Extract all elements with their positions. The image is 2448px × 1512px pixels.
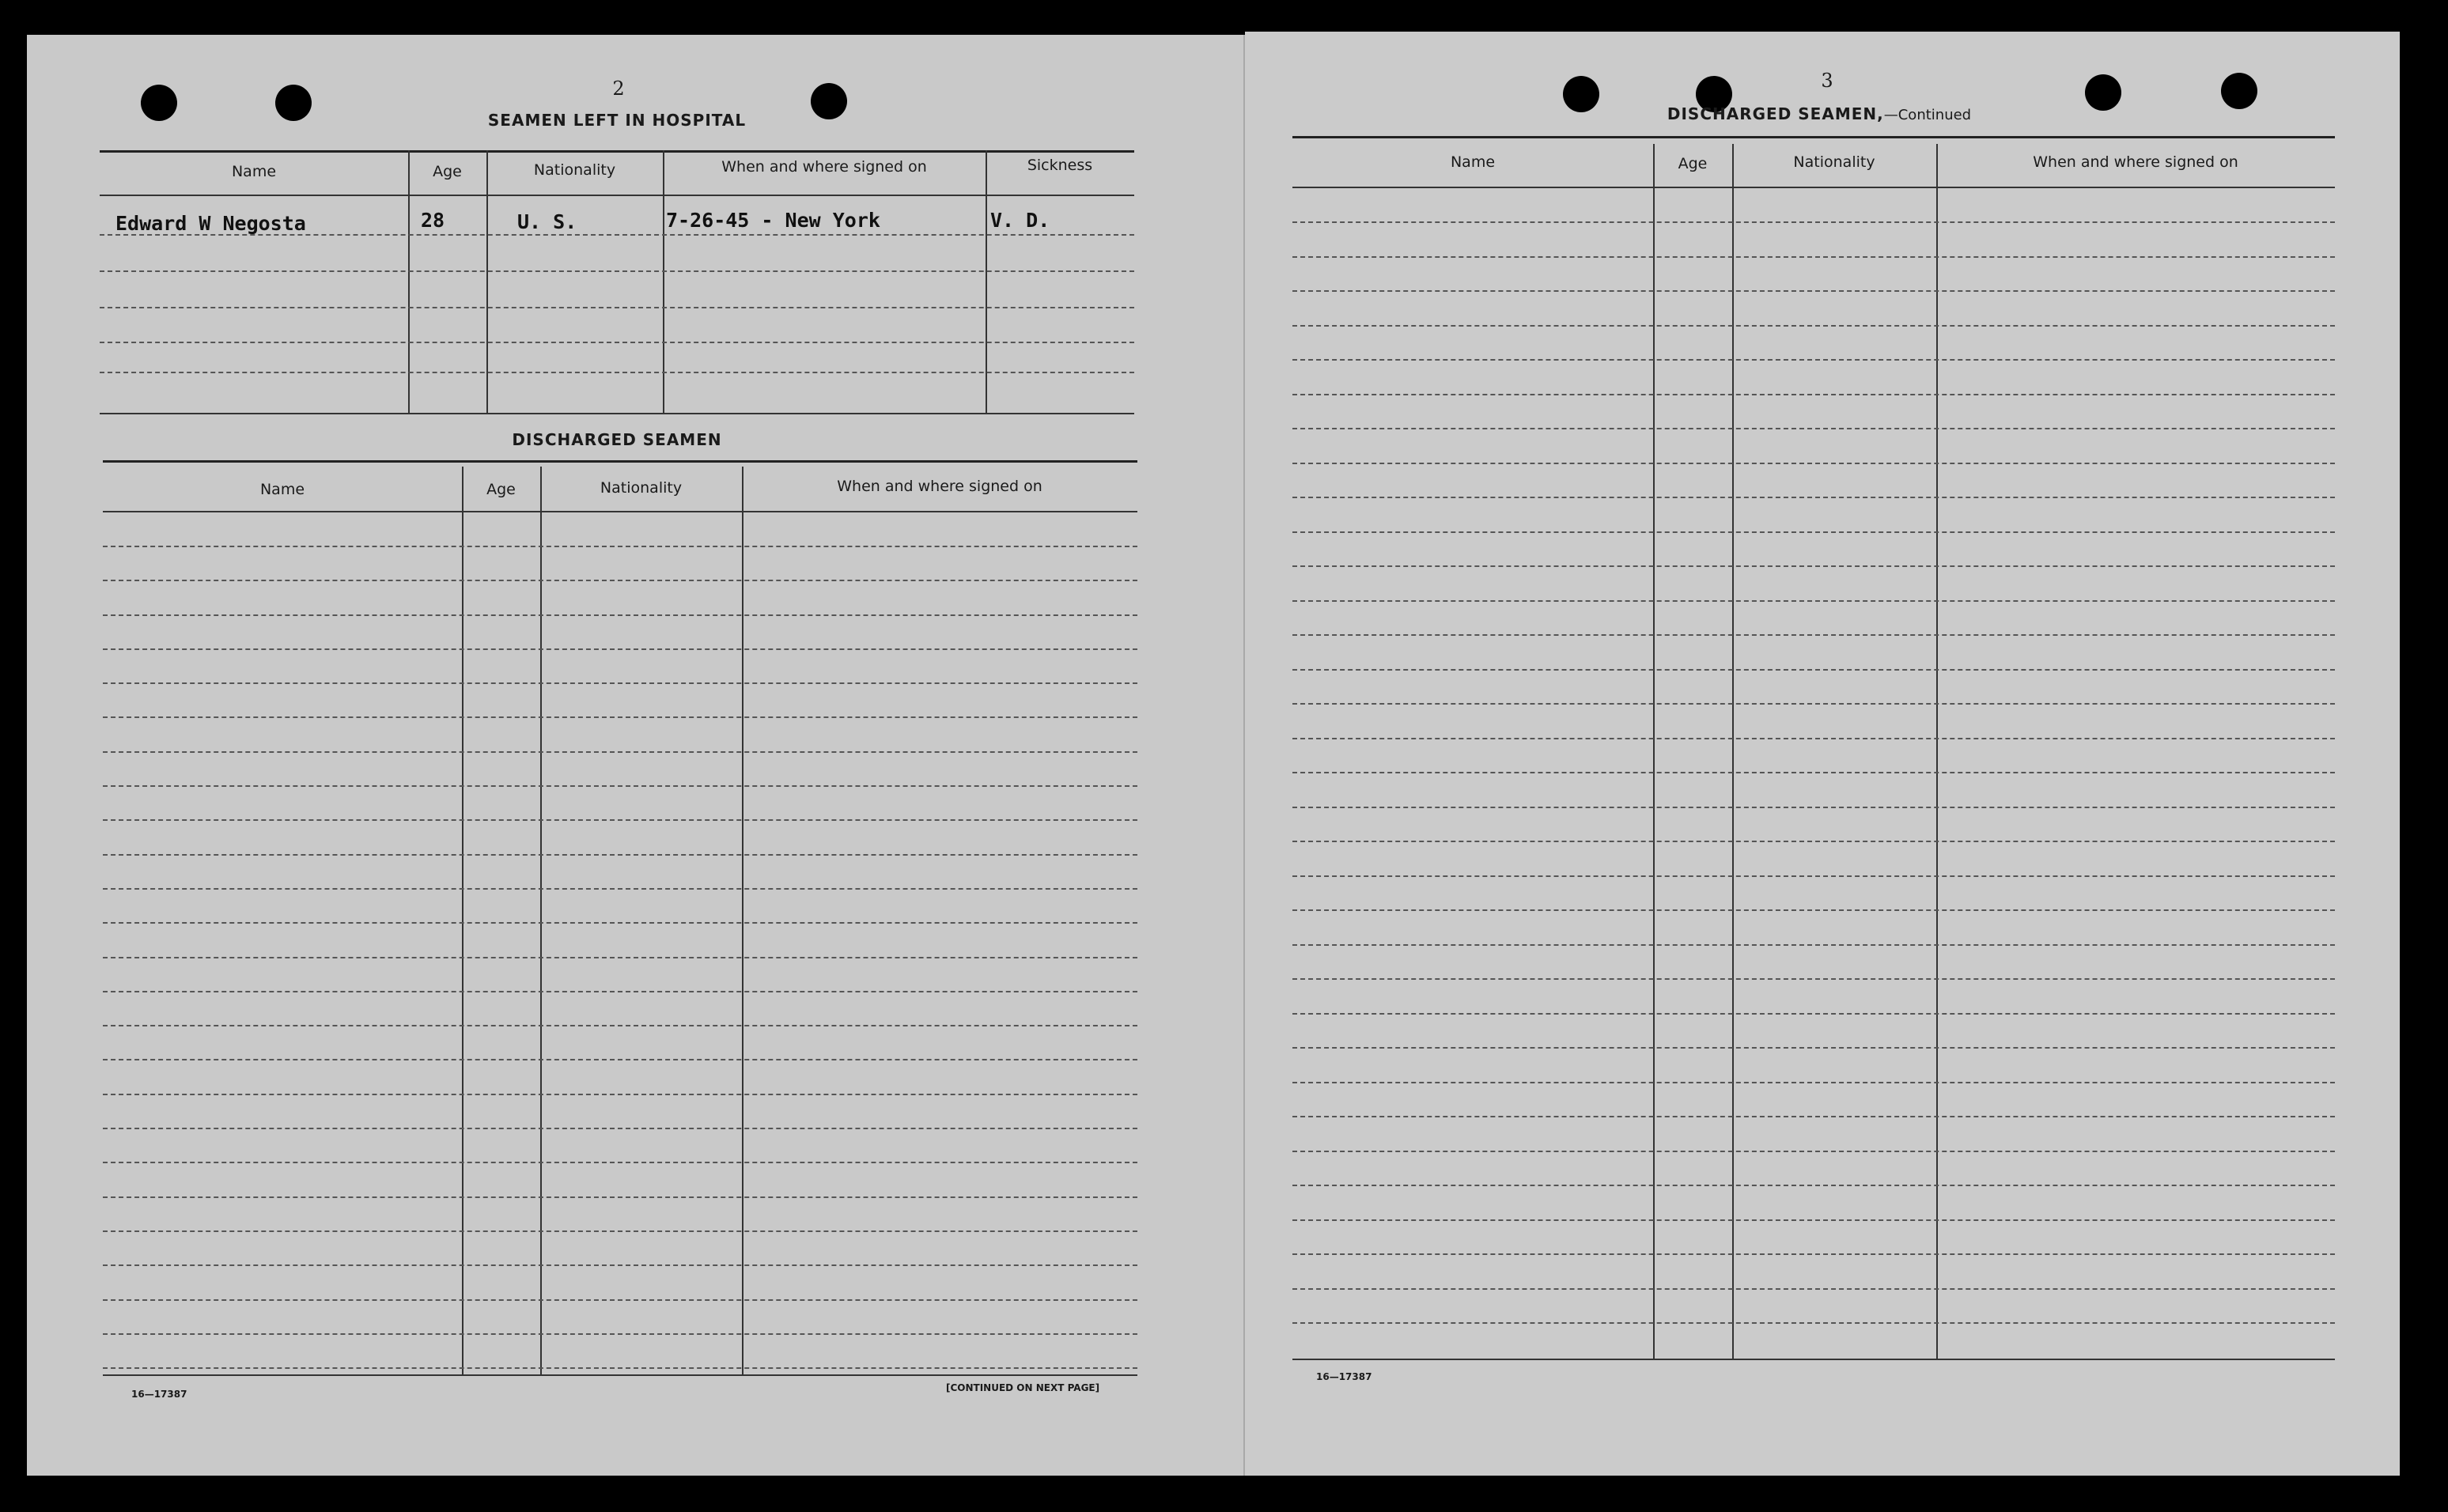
ruled-line: [103, 1264, 1137, 1266]
ruled-line: [103, 614, 1137, 616]
ruled-line: [1292, 359, 2335, 361]
ruled-line: [103, 1196, 1137, 1198]
hospital-entry-nationality: U. S.: [517, 210, 577, 233]
ruled-line: [1292, 394, 2335, 395]
ruled-line: [1292, 703, 2335, 705]
ruled-line: [1292, 1322, 2335, 1324]
ruled-line: [103, 957, 1137, 958]
ruled-line: [100, 372, 1134, 373]
hospital-section-title: SEAMEN LEFT IN HOSPITAL: [487, 111, 747, 130]
table-header-rule: [1292, 187, 2335, 188]
ruled-line: [1292, 634, 2335, 636]
ruled-line: [1292, 1013, 2335, 1015]
ruled-line: [103, 922, 1137, 924]
column-header-nationality: Nationality: [1793, 153, 1875, 171]
left-page: [27, 35, 1245, 1476]
column-divider: [408, 150, 410, 413]
ruled-line: [1292, 978, 2335, 980]
table-bottom-rule: [103, 1374, 1137, 1376]
ruled-line: [103, 1333, 1137, 1335]
ruled-line: [1292, 875, 2335, 877]
ruled-line: [103, 716, 1137, 718]
ruled-line: [1292, 325, 2335, 327]
form-number: 16—17387: [1316, 1371, 1372, 1382]
column-header-age: Age: [433, 163, 462, 180]
ruled-line: [103, 751, 1137, 753]
hospital-entry-signed-on: 7-26-45 - New York: [666, 209, 880, 232]
ruled-line: [1292, 1151, 2335, 1152]
ruled-line: [103, 1162, 1137, 1163]
hospital-entry-age: 28: [421, 209, 445, 232]
ruled-line: [103, 854, 1137, 856]
column-header-name: Name: [1450, 153, 1496, 171]
ruled-line: [1292, 1219, 2335, 1221]
ruled-line: [100, 342, 1134, 343]
table-header-rule: [103, 511, 1137, 512]
column-header-signed-on: When and where signed on: [837, 478, 1042, 495]
ruled-line: [1292, 738, 2335, 739]
column-header-name: Name: [259, 481, 305, 498]
column-header-nationality: Nationality: [533, 161, 616, 179]
ruled-line: [103, 1367, 1137, 1369]
column-header-name: Name: [231, 163, 277, 180]
discharged-continued-title: DISCHARGED SEAMEN,—Continued: [1667, 104, 1972, 123]
column-divider: [462, 467, 463, 1374]
ruled-line: [103, 1094, 1137, 1095]
ruled-line: [1292, 772, 2335, 773]
table-bottom-rule: [100, 413, 1134, 414]
column-divider: [663, 150, 664, 413]
punch-hole: [275, 85, 312, 121]
table-top-rule: [1292, 136, 2335, 138]
ruled-line: [1292, 221, 2335, 223]
column-header-age: Age: [486, 481, 516, 498]
ruled-line: [103, 1128, 1137, 1129]
hospital-entry-name: Edward W Negosta: [115, 212, 306, 235]
ruled-line: [1292, 1288, 2335, 1290]
table-top-rule: [100, 150, 1134, 153]
hospital-entry-sickness: V. D.: [990, 209, 1050, 232]
ruled-line: [1292, 531, 2335, 533]
punch-hole: [811, 83, 847, 119]
column-divider: [986, 150, 987, 413]
ruled-line: [103, 785, 1137, 787]
discharged-section-title: DISCHARGED SEAMEN: [512, 430, 722, 449]
punch-hole: [141, 85, 177, 121]
ruled-line: [103, 819, 1137, 821]
column-divider: [742, 467, 743, 1374]
ruled-line: [1292, 669, 2335, 671]
ruled-line: [103, 682, 1137, 684]
ruled-line: [1292, 909, 2335, 911]
column-header-sickness: Sickness: [1027, 157, 1093, 174]
punch-hole: [1563, 76, 1599, 112]
ruled-line: [1292, 290, 2335, 292]
form-number: 16—17387: [131, 1389, 187, 1400]
punch-hole: [2085, 74, 2121, 111]
punch-hole: [2221, 73, 2257, 109]
ruled-line: [103, 888, 1137, 890]
column-divider: [486, 150, 488, 413]
right-page: [1245, 32, 2400, 1476]
ruled-line: [103, 1025, 1137, 1026]
ruled-line: [1292, 944, 2335, 946]
column-header-age: Age: [1678, 155, 1708, 172]
ruled-line: [1292, 1082, 2335, 1083]
ruled-line: [1292, 841, 2335, 842]
ruled-line: [100, 270, 1134, 272]
ruled-line: [1292, 428, 2335, 429]
ruled-line: [1292, 1185, 2335, 1186]
ruled-line: [1292, 1116, 2335, 1117]
table-top-rule: [103, 460, 1137, 463]
ruled-line: [1292, 497, 2335, 498]
ruled-line: [1292, 600, 2335, 602]
ruled-line: [103, 1059, 1137, 1060]
ruled-line: [103, 648, 1137, 650]
column-divider: [540, 467, 542, 1374]
ruled-line: [1292, 565, 2335, 567]
ruled-line: [1292, 1253, 2335, 1255]
ruled-line: [1292, 1047, 2335, 1049]
column-header-nationality: Nationality: [600, 479, 683, 497]
ruled-line: [103, 1299, 1137, 1301]
ruled-line: [100, 307, 1134, 308]
table-bottom-rule: [1292, 1359, 2335, 1360]
column-header-signed-on: When and where signed on: [721, 158, 927, 176]
table-header-rule: [100, 195, 1134, 196]
ruled-line: [1292, 256, 2335, 258]
ruled-line: [1292, 463, 2335, 464]
page-number-left: 2: [612, 77, 625, 100]
page-number-right: 3: [1821, 70, 1833, 92]
ruled-line: [103, 546, 1137, 547]
ruled-line: [103, 991, 1137, 992]
ruled-line: [103, 1230, 1137, 1232]
ruled-line: [1292, 807, 2335, 808]
column-header-signed-on: When and where signed on: [2033, 153, 2238, 171]
ruled-line: [103, 580, 1137, 581]
continued-note: [CONTINUED ON NEXT PAGE]: [946, 1382, 1100, 1393]
